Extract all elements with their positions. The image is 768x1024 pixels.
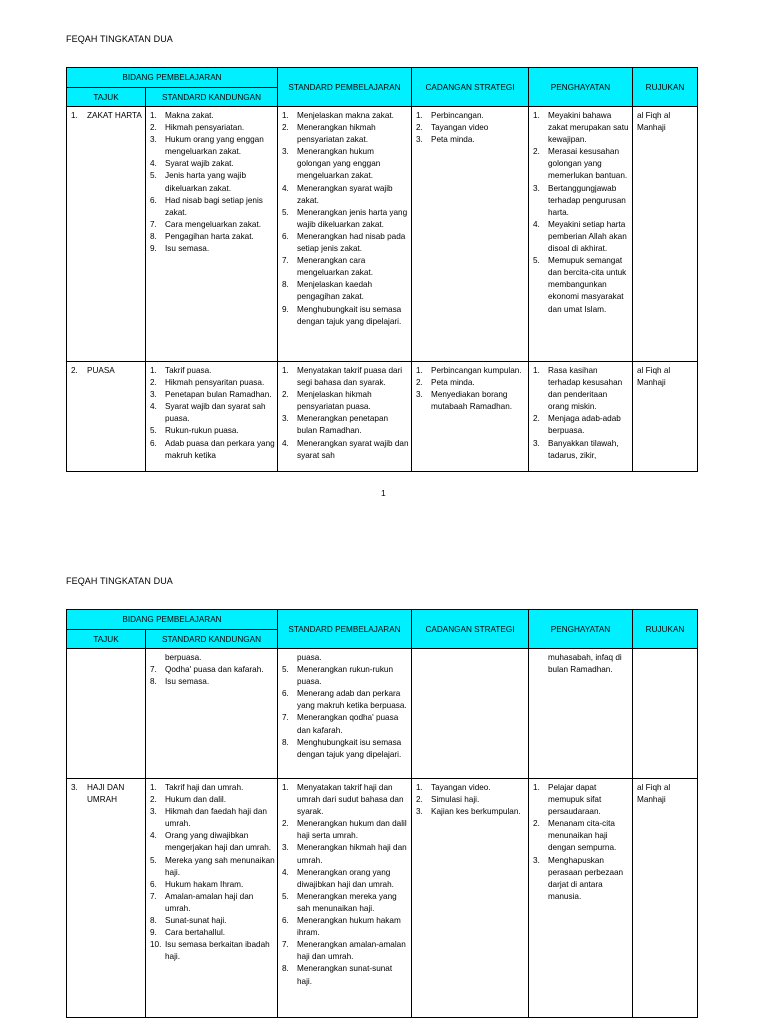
item-text: HAJI DAN UMRAH: [87, 783, 125, 805]
list-item: [150, 891, 275, 915]
item-text: Adab puasa dan perkara yang makruh ketika: [165, 438, 275, 460]
item-text: Meyakini bahawa zakat merupakan satu kewajipan.: [548, 111, 629, 145]
curriculum-table: [66, 609, 698, 1018]
item-number: 6.: [150, 195, 157, 205]
item-text: Hukum orang yang enggan mengeluarkan zakat.: [165, 135, 264, 157]
item-number: 10.: [150, 940, 162, 950]
item-text: Merasai kesusahan golongan yang memerlukan bantuan.: [548, 147, 628, 181]
penghayatan-cell: [529, 779, 633, 1018]
header-tajuk: TAJUK: [67, 88, 146, 107]
item-text: Syarat wajib zakat.: [165, 159, 234, 169]
penghayatan-cell: [529, 649, 633, 779]
item-text: Perbincangan kumpulan.: [431, 366, 522, 375]
item-number: 3.: [282, 843, 289, 853]
list-item: [282, 110, 409, 122]
item-number: 1.: [282, 111, 289, 120]
item-text: Memupuk semangat dan bercita-cita untuk membangunkan ekonomi masyarakat dan umat Islam.: [548, 256, 627, 314]
list-item: [282, 782, 409, 818]
list-item: [282, 891, 409, 915]
item-number: 6.: [282, 231, 289, 241]
item-number: 4.: [150, 402, 157, 412]
item-number: 1.: [150, 366, 157, 375]
tajuk-list: [71, 110, 143, 122]
item-text: Menerangkan qodha' puasa dan kafarah.: [297, 713, 399, 735]
item-text: Tayangan video: [431, 123, 489, 133]
list-item: [282, 867, 409, 891]
item-number: 2.: [282, 819, 289, 829]
page-number: 1: [381, 488, 386, 498]
list-item: [533, 438, 630, 462]
item-text: Isu semasa berkaitan ibadah haji.: [165, 940, 270, 962]
penghayatan-list: [533, 365, 630, 462]
list-item: [150, 794, 275, 806]
item-number: 2.: [150, 795, 157, 805]
penghayatan-list: [533, 652, 630, 676]
cadangan-strategi-cell: [412, 649, 529, 779]
item-number: 2.: [71, 366, 78, 375]
item-number: 3.: [150, 807, 157, 817]
list-item: [150, 110, 275, 122]
item-number: 3.: [282, 414, 289, 424]
item-number: 7.: [282, 256, 289, 266]
item-number: 9.: [150, 244, 157, 254]
item-number: 8.: [282, 964, 289, 974]
standard-kandungan-cell: [146, 649, 278, 779]
item-number: 3.: [416, 390, 423, 400]
table-row: [67, 107, 698, 362]
item-text: Menerangkan cara mengeluarkan zakat.: [297, 256, 374, 278]
item-text: Pelajar dapat memupuk sifat persaudaraan.: [548, 783, 602, 817]
item-text: Hikmah dan faedah haji dan umrah.: [165, 807, 267, 829]
list-item: [282, 279, 409, 303]
item-text: Menerangkan orang yang diwajibkan haji dan umrah.: [297, 867, 394, 889]
cadangan-strategi-cell: [412, 779, 529, 1018]
cadangan-strategi-list: [416, 110, 526, 146]
list-item: [150, 243, 275, 255]
item-number: 1.: [71, 111, 78, 120]
list-item: [533, 818, 630, 854]
standard-kandungan-list: [150, 782, 275, 963]
list-item: [282, 915, 409, 939]
item-text: Menjelaskan makna zakat.: [297, 111, 394, 120]
header-standard-kandungan: STANDARD KANDUNGAN: [146, 88, 278, 107]
standard-kandungan-list: [150, 652, 275, 688]
item-text: Menerangkan syarat wajib dan syarat sah: [297, 438, 409, 460]
list-item: [282, 304, 409, 328]
header-rujukan: RUJUKAN: [633, 68, 698, 107]
list-item: [282, 688, 409, 712]
list-item: [150, 158, 275, 170]
list-item: [282, 389, 409, 413]
item-text: Hikmah pensyaritan puasa.: [165, 378, 265, 388]
list-item: [150, 231, 275, 243]
item-text: Menerangkan hukum golongan yang enggan mengeluarkan zakat.: [297, 147, 381, 181]
cadangan-strategi-cell: [412, 107, 529, 362]
item-text: Peta minda.: [431, 378, 475, 388]
list-item: [150, 170, 275, 194]
document-title: FEQAH TINGKATAN DUA: [66, 34, 173, 44]
item-number: 5.: [282, 891, 289, 901]
item-text: Syarat wajib dan syarat sah puasa.: [165, 402, 266, 424]
item-number: 1.: [533, 366, 540, 375]
list-item: [282, 231, 409, 255]
item-number: 6.: [150, 879, 157, 889]
standard-pembelajaran-cell: [278, 107, 412, 362]
list-item: [533, 782, 630, 818]
item-number: 3.: [282, 147, 289, 157]
page-2: [0, 540, 768, 1024]
rujukan-cell: al Fiqh al Manhaji: [633, 779, 698, 1018]
list-item: [416, 782, 526, 794]
item-number: 1.: [416, 366, 423, 375]
header-standard-pembelajaran: STANDARD PEMBELAJARAN: [278, 610, 412, 649]
item-text: Menerangkan sunat-sunat haji.: [297, 964, 393, 986]
tajuk-list: [71, 782, 143, 806]
item-text: Jenis harta yang wajib dikeluarkan zakat.: [165, 171, 247, 193]
item-number: 2.: [416, 378, 423, 388]
header-standard-pembelajaran: STANDARD PEMBELAJARAN: [278, 68, 412, 107]
item-number: 9.: [282, 304, 289, 314]
item-number: 5.: [150, 171, 157, 181]
item-number: 2.: [150, 123, 157, 133]
item-number: 3.: [150, 390, 157, 400]
item-number: 4.: [282, 867, 289, 877]
tajuk-cell: [67, 362, 146, 472]
item-text: Menerangkan mereka yang sah menunaikan haji.: [297, 891, 397, 913]
item-number: 7.: [150, 891, 157, 901]
penghayatan-list: [533, 782, 630, 903]
item-number: 3.: [533, 438, 540, 448]
item-number: 4.: [150, 831, 157, 841]
list-item: [533, 219, 630, 255]
item-number: 1.: [416, 111, 423, 120]
curriculum-table: [66, 67, 698, 472]
item-number: 1.: [282, 783, 289, 792]
item-number: 3.: [533, 855, 540, 865]
item-text: Isu semasa.: [165, 244, 210, 254]
list-item: [150, 134, 275, 158]
item-text: Rukun-rukun puasa.: [165, 426, 239, 436]
item-text: Menerangkan hikmah pensyariatan zakat.: [297, 123, 376, 145]
item-text: Menghubungkait isu semasa dengan tajuk yang dipelajari.: [297, 304, 402, 326]
list-item: [416, 134, 526, 146]
penghayatan-cell: [529, 107, 633, 362]
table-row: [67, 779, 698, 1018]
header-cadangan-strategi: CADANGAN STRATEGI: [412, 610, 529, 649]
item-number: 5.: [282, 665, 289, 675]
list-item: [150, 401, 275, 425]
item-number: 8.: [150, 231, 157, 241]
standard-kandungan-cell: [146, 362, 278, 472]
item-text: berpuasa.: [165, 653, 202, 662]
tajuk-cell: [67, 649, 146, 779]
list-item: [282, 438, 409, 462]
item-text: Menyatakan takrif haji dan umrah dari sudut bahasa dan syarak.: [297, 783, 404, 817]
item-text: Menjaga adab-adab berpuasa.: [548, 414, 621, 436]
tajuk-cell: [67, 779, 146, 1018]
list-item: [533, 255, 630, 315]
standard-pembelajaran-list: [282, 782, 409, 988]
list-item: [150, 830, 275, 854]
item-text: Banyakkan tilawah, tadarus, zikir,: [548, 438, 619, 460]
header-bidang-pembelajaran: BIDANG PEMBELAJARAN: [67, 610, 278, 630]
item-number: 4.: [282, 438, 289, 448]
item-text: Menjelaskan hikmah pensyariatan puasa.: [297, 390, 372, 412]
cadangan-strategi-list: [416, 782, 526, 818]
penghayatan-cell: [529, 362, 633, 472]
item-text: Takrif puasa.: [165, 366, 212, 375]
item-text: Rasa kasihan terhadap kesusahan dan penderitaan orang miskin.: [548, 366, 623, 412]
penghayatan-list: [533, 110, 630, 316]
item-text: Orang yang diwajibkan mengerjakan haji dan umrah.: [165, 831, 272, 853]
rujukan-cell: [633, 649, 698, 779]
item-text: Menerangkan jenis harta yang wajib dikeluarkan zakat.: [297, 207, 408, 229]
list-item: [150, 927, 275, 939]
item-number: 2.: [533, 414, 540, 424]
list-item: [150, 879, 275, 891]
item-text: Menghapuskan perasaan perbezaan darjat di antara manusia.: [548, 855, 624, 901]
tajuk-cell: [67, 107, 146, 362]
list-item: [533, 365, 630, 413]
item-text: Sunat-sunat haji.: [165, 916, 227, 926]
item-number: 2.: [282, 390, 289, 400]
item-text: Menerangkan hikmah haji dan umrah.: [297, 843, 407, 865]
item-number: 2.: [282, 123, 289, 133]
list-item: [71, 110, 143, 122]
item-number: 9.: [150, 928, 157, 938]
item-number: 4.: [533, 219, 540, 229]
rujukan-cell: al Fiqh al Manhaji: [633, 362, 698, 472]
item-text: Hukum hakam Ihram.: [165, 879, 244, 889]
item-text: Bertanggungjawab terhadap pengurusan harta.: [548, 183, 626, 217]
item-number: 5.: [150, 855, 157, 865]
list-item: [150, 806, 275, 830]
list-item: [282, 183, 409, 207]
item-number: 1.: [533, 783, 540, 792]
item-number: 7.: [282, 940, 289, 950]
item-text: Menerangkan hukum dan dalil haji serta umrah.: [297, 819, 407, 841]
item-text: Tayangan video.: [431, 783, 491, 792]
list-item: [150, 915, 275, 927]
item-text: Hikmah pensyariatan.: [165, 123, 245, 133]
item-number: 3.: [71, 783, 78, 792]
item-number: 5.: [533, 256, 540, 266]
list-item: [416, 389, 526, 413]
list-item: [416, 110, 526, 122]
standard-pembelajaran-cell: [278, 362, 412, 472]
list-item: [71, 365, 143, 377]
list-item: [150, 377, 275, 389]
list-item: [282, 963, 409, 987]
standard-pembelajaran-cell: [278, 649, 412, 779]
list-item: [150, 365, 275, 377]
list-item: [282, 207, 409, 231]
item-number: 6.: [150, 438, 157, 448]
item-number: 4.: [150, 159, 157, 169]
item-text: Menghubungkait isu semasa dengan tajuk yang dipelajari.: [297, 737, 402, 759]
item-number: 2.: [416, 123, 423, 133]
item-text: Menerangkan rukun-rukun puasa.: [297, 665, 394, 687]
list-item: [282, 146, 409, 182]
item-number: 3.: [416, 807, 423, 817]
item-number: 8.: [282, 737, 289, 747]
list-item: [282, 737, 409, 761]
item-number: 2.: [416, 795, 423, 805]
standard-pembelajaran-list: [282, 365, 409, 462]
list-item: [282, 939, 409, 963]
list-item: [150, 664, 275, 676]
item-text: Simulasi haji.: [431, 795, 480, 805]
item-number: 1.: [533, 111, 540, 120]
header-standard-kandungan: STANDARD KANDUNGAN: [146, 630, 278, 649]
header-penghayatan: PENGHAYATAN: [529, 68, 633, 107]
table-row: [67, 649, 698, 779]
list-item: [71, 782, 143, 806]
standard-kandungan-cell: [146, 107, 278, 362]
item-text: ZAKAT HARTA: [87, 111, 142, 120]
list-item: [416, 122, 526, 134]
list-item: [282, 842, 409, 866]
list-item: [150, 389, 275, 401]
list-item: [150, 676, 275, 688]
header-penghayatan: PENGHAYATAN: [529, 610, 633, 649]
header-tajuk: TAJUK: [67, 630, 146, 649]
item-text: Mereka yang sah menunaikan haji.: [165, 855, 275, 877]
item-text: Menerang adab dan perkara yang makruh ketika berpuasa.: [297, 689, 407, 711]
item-number: 2.: [533, 819, 540, 829]
list-item: [416, 794, 526, 806]
item-text: Isu semasa.: [165, 677, 210, 687]
standard-kandungan-list: [150, 365, 275, 462]
item-text: Menyediakan borang mutabaah Ramadhan.: [431, 390, 513, 412]
list-item: [533, 146, 630, 182]
list-item: [150, 939, 275, 963]
list-item: [282, 122, 409, 146]
header-bidang-pembelajaran: BIDANG PEMBELAJARAN: [67, 68, 278, 88]
item-number: 4.: [282, 183, 289, 193]
item-number: 1.: [150, 783, 157, 792]
standard-kandungan-list: [150, 110, 275, 255]
standard-pembelajaran-cell: [278, 779, 412, 1018]
item-text: PUASA: [87, 366, 115, 375]
rujukan-cell: al Fiqh al Manhaji: [633, 107, 698, 362]
list-item: [533, 855, 630, 903]
item-number: 8.: [150, 677, 157, 687]
list-item: [150, 782, 275, 794]
item-text: puasa.: [297, 653, 322, 662]
list-item: [533, 413, 630, 437]
item-number: 6.: [282, 689, 289, 699]
list-item: [416, 377, 526, 389]
cadangan-strategi-cell: [412, 362, 529, 472]
list-item: [150, 195, 275, 219]
list-item: [533, 652, 630, 676]
item-number: 5.: [282, 207, 289, 217]
item-number: 1.: [416, 783, 423, 792]
item-text: Menerangkan syarat wajib zakat.: [297, 183, 393, 205]
item-text: Meyakini setiap harta pemberian Allah akan disoal di akhirat.: [548, 219, 627, 254]
standard-pembelajaran-list: [282, 110, 409, 328]
item-text: Menerangkan had nisab pada setiap jenis zakat.: [297, 231, 406, 254]
header-cadangan-strategi: CADANGAN STRATEGI: [412, 68, 529, 107]
list-item: [150, 652, 275, 664]
header-rujukan: RUJUKAN: [633, 610, 698, 649]
item-text: Hukum dan dalil.: [165, 795, 226, 805]
item-text: Kajian kes berkumpulan.: [431, 807, 521, 817]
document-title: FEQAH TINGKATAN DUA: [66, 576, 173, 586]
list-item: [282, 652, 409, 664]
list-item: [416, 806, 526, 818]
item-number: 1.: [282, 366, 289, 375]
item-text: muhasabah, infaq di bulan Ramadhan.: [548, 653, 622, 675]
item-number: 8.: [282, 280, 289, 290]
item-text: Menerangkan hukum hakam ihram.: [297, 916, 401, 938]
item-number: 8.: [150, 916, 157, 926]
item-number: 5.: [150, 426, 157, 436]
item-text: Cara mengeluarkan zakat.: [165, 219, 262, 229]
item-text: Makna zakat.: [165, 111, 214, 120]
item-text: Had nisab bagi setiap jenis zakat.: [165, 195, 263, 217]
list-item: [150, 855, 275, 879]
item-text: Amalan-amalan haji dan umrah.: [165, 891, 254, 913]
standard-kandungan-cell: [146, 779, 278, 1018]
cadangan-strategi-list: [416, 365, 526, 413]
item-number: 2.: [150, 378, 157, 388]
item-number: 3.: [150, 135, 157, 145]
item-text: Menjelaskan kaedah pengagihan zakat.: [297, 280, 373, 302]
list-item: [150, 425, 275, 437]
item-text: Qodha' puasa dan kafarah.: [165, 665, 264, 675]
list-item: [150, 219, 275, 231]
item-text: Pengagihan harta zakat.: [165, 231, 254, 241]
item-text: Perbincangan.: [431, 111, 484, 120]
item-text: Menerangkan penetapan bulan Ramadhan.: [297, 414, 389, 436]
item-number: 3.: [416, 135, 423, 145]
item-number: 6.: [282, 916, 289, 926]
item-text: Cara bertahallul.: [165, 928, 226, 938]
item-text: Menanam cita-cita menunaikan haji dengan sempurna.: [548, 819, 617, 853]
tajuk-list: [71, 365, 143, 377]
item-text: Peta minda.: [431, 135, 475, 145]
standard-pembelajaran-list: [282, 652, 409, 761]
list-item: [282, 818, 409, 842]
table-row: [67, 362, 698, 472]
list-item: [533, 110, 630, 146]
list-item: [150, 438, 275, 462]
list-item: [416, 365, 526, 377]
item-text: Menyatakan takrif puasa dari segi bahasa dan syarak.: [297, 366, 403, 388]
list-item: [282, 413, 409, 437]
item-number: 3.: [533, 183, 540, 193]
list-item: [282, 255, 409, 279]
list-item: [282, 664, 409, 688]
item-text: Menerangkan amalan-amalan haji dan umrah.: [297, 940, 406, 962]
item-number: 7.: [282, 713, 289, 723]
item-number: 7.: [150, 219, 157, 229]
item-text: Penetapan bulan Ramadhan.: [165, 390, 272, 400]
list-item: [150, 122, 275, 134]
item-number: 2.: [533, 147, 540, 157]
item-text: Takrif haji dan umrah.: [165, 783, 244, 792]
list-item: [533, 183, 630, 219]
item-number: 1.: [150, 111, 157, 120]
list-item: [282, 712, 409, 736]
list-item: [282, 365, 409, 389]
item-number: 7.: [150, 665, 157, 675]
